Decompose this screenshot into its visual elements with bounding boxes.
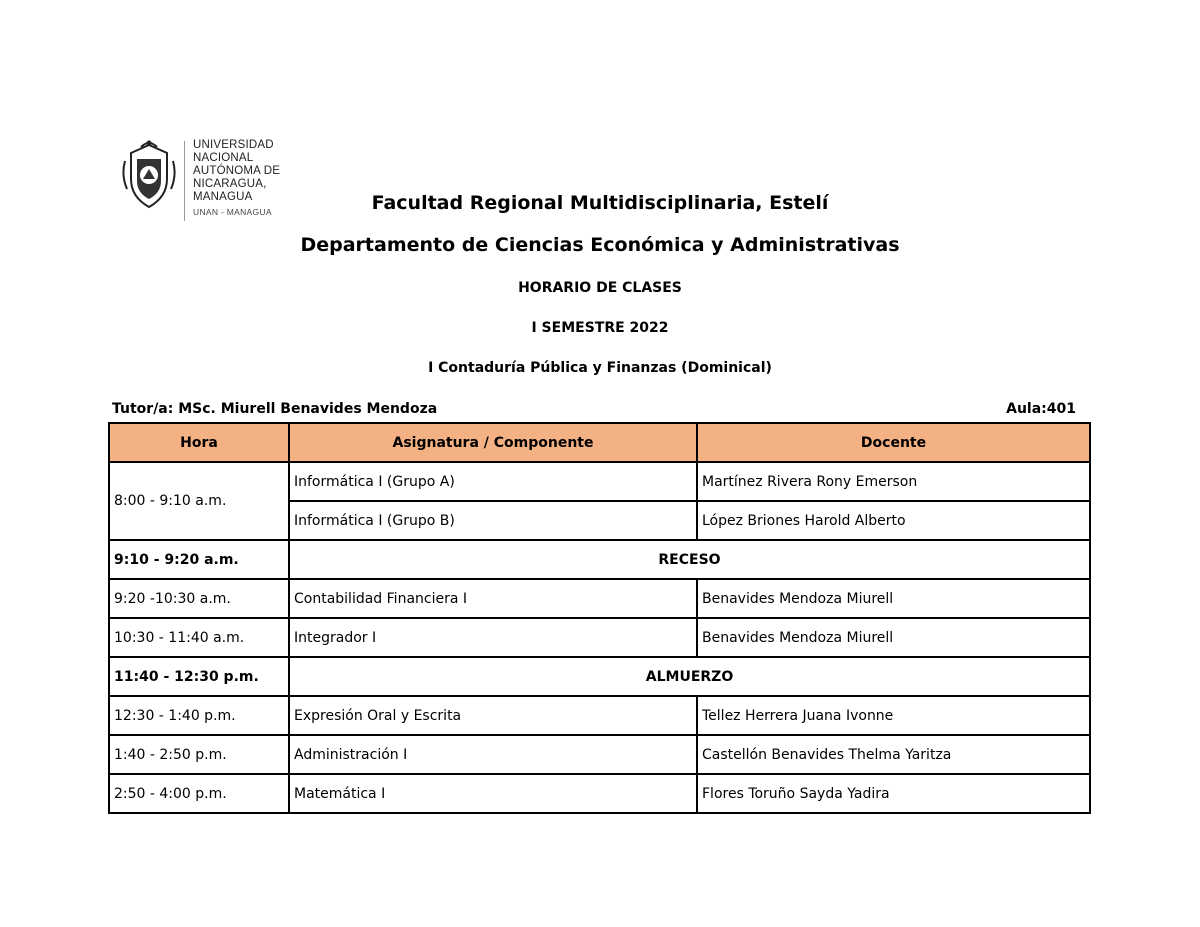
classroom-label: Aula:401 bbox=[1006, 401, 1076, 417]
table-row-break bbox=[109, 657, 1090, 696]
asignatura-cell: Informática I (Grupo A) bbox=[289, 462, 697, 501]
asignatura-cell: Matemática I bbox=[289, 774, 697, 813]
table-row bbox=[109, 618, 1090, 657]
column-header-asignatura: Asignatura / Componente bbox=[289, 423, 697, 462]
docente-cell: Castellón Benavides Thelma Yaritza bbox=[697, 735, 1090, 774]
logo-sub: UNAN - MANAGUA bbox=[193, 207, 272, 217]
hora-cell: 1:40 - 2:50 p.m. bbox=[109, 735, 289, 774]
docente-cell: Benavides Mendoza Miurell bbox=[697, 579, 1090, 618]
hora-cell: 2:50 - 4:00 p.m. bbox=[109, 774, 289, 813]
docente-cell: López Briones Harold Alberto bbox=[697, 501, 1090, 540]
table-row bbox=[109, 735, 1090, 774]
logo-line: NACIONAL bbox=[193, 152, 254, 164]
schedule-title: HORARIO DE CLASES bbox=[518, 280, 682, 296]
docente-cell: Flores Toruño Sayda Yadira bbox=[697, 774, 1090, 813]
hora-cell: 8:00 - 9:10 a.m. bbox=[109, 462, 289, 540]
docente-cell: Martínez Rivera Rony Emerson bbox=[697, 462, 1090, 501]
department-title: Departamento de Ciencias Económica y Administrativas bbox=[300, 234, 900, 256]
table-row-break bbox=[109, 540, 1090, 579]
column-header-docente: Docente bbox=[697, 423, 1090, 462]
logo-line: AUTÓNOMA DE bbox=[193, 165, 281, 177]
break-cell: ALMUERZO bbox=[289, 657, 1090, 696]
hora-cell: 9:20 -10:30 a.m. bbox=[109, 579, 289, 618]
docente-cell: Benavides Mendoza Miurell bbox=[697, 618, 1090, 657]
asignatura-cell: Expresión Oral y Escrita bbox=[289, 696, 697, 735]
hora-cell: 10:30 - 11:40 a.m. bbox=[109, 618, 289, 657]
logo-line: UNIVERSIDAD bbox=[193, 139, 274, 151]
schedule-table bbox=[108, 422, 1091, 814]
break-cell: RECESO bbox=[289, 540, 1090, 579]
logo-line: MANAGUA bbox=[193, 191, 253, 203]
table-row bbox=[109, 462, 1090, 501]
hora-cell: 9:10 - 9:20 a.m. bbox=[109, 540, 289, 579]
table-row bbox=[109, 774, 1090, 813]
column-header-hora: Hora bbox=[109, 423, 289, 462]
logo-line: NICARAGUA, bbox=[193, 178, 267, 190]
hora-cell: 12:30 - 1:40 p.m. bbox=[109, 696, 289, 735]
tutor-label: Tutor/a: MSc. Miurell Benavides Mendoza bbox=[112, 401, 438, 417]
asignatura-cell: Contabilidad Financiera I bbox=[289, 579, 697, 618]
table-row bbox=[109, 579, 1090, 618]
asignatura-cell: Administración I bbox=[289, 735, 697, 774]
asignatura-cell: Integrador I bbox=[289, 618, 697, 657]
faculty-title: Facultad Regional Multidisciplinaria, Estelí bbox=[371, 192, 829, 214]
program-label: I Contaduría Pública y Finanzas (Dominical) bbox=[428, 360, 772, 376]
semester-label: I SEMESTRE 2022 bbox=[531, 320, 669, 336]
hora-cell: 11:40 - 12:30 p.m. bbox=[109, 657, 289, 696]
docente-cell: Tellez Herrera Juana Ivonne bbox=[697, 696, 1090, 735]
asignatura-cell: Informática I (Grupo B) bbox=[289, 501, 697, 540]
table-row bbox=[109, 696, 1090, 735]
table-header-row bbox=[109, 423, 1090, 462]
